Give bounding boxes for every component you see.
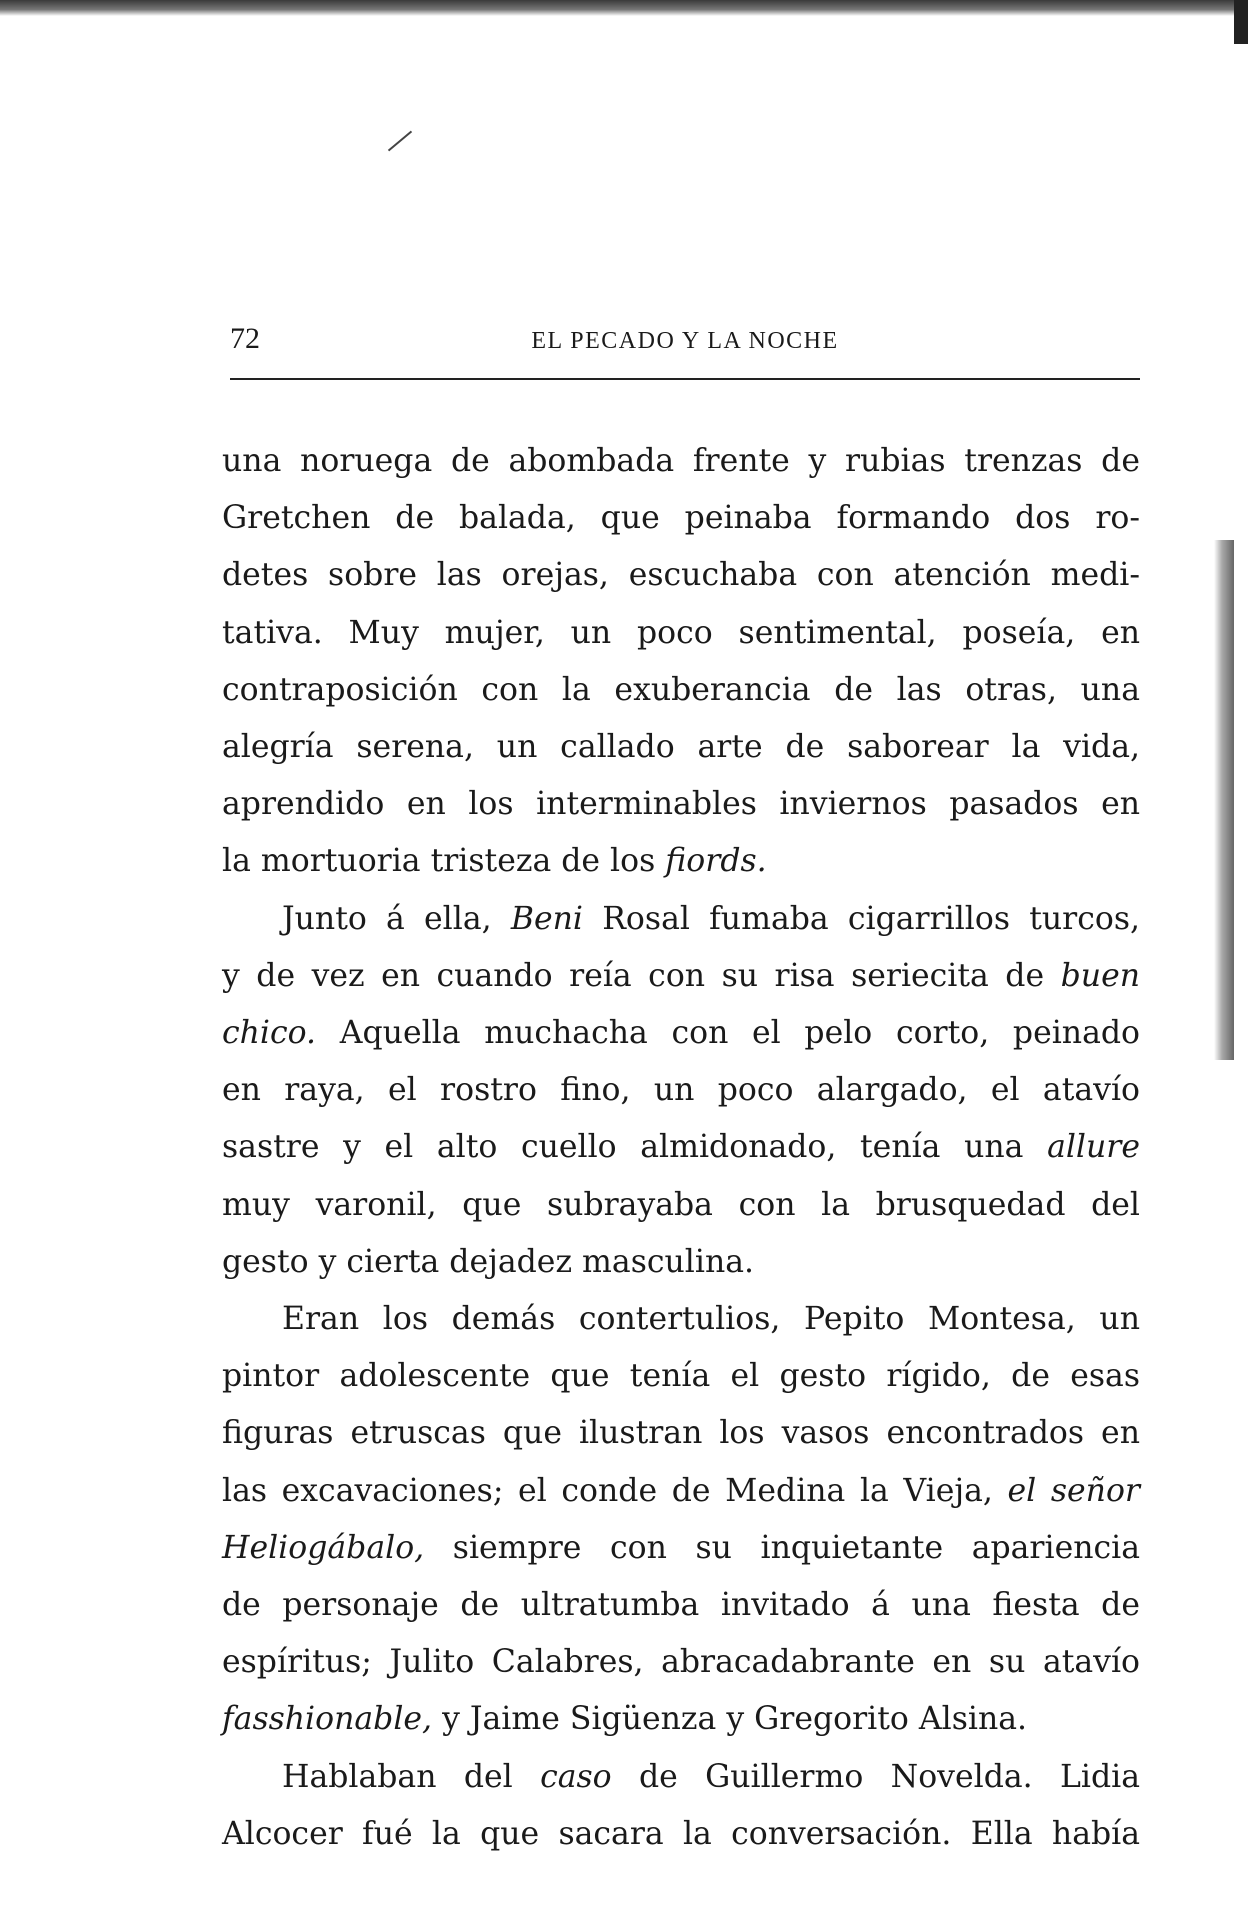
text-line: espíritus; Julito Calabres, abracadabrante en su atavío	[222, 1644, 1140, 1681]
text-line: detes sobre las orejas, escuchaba con atención medi-	[222, 557, 1140, 594]
page-header	[230, 318, 1140, 380]
page-number: 72	[230, 322, 260, 355]
text-line: la mortuoria tristeza de los fiords.	[222, 843, 767, 880]
text-line: gesto y cierta dejadez masculina.	[222, 1243, 755, 1280]
italic-word: Heliogábalo,	[222, 1529, 425, 1566]
body-text	[222, 433, 1140, 1863]
text-line: fasshionable, y Jaime Sigüenza y Gregorito Alsina.	[222, 1701, 1028, 1738]
text-line: Junto á ella, Beni Rosal fumaba cigarrillos turcos,	[282, 900, 1141, 937]
text-line: alegría serena, un callado arte de saborear la vida,	[222, 729, 1140, 766]
scan-corner-mark	[1234, 0, 1248, 44]
italic-word: allure	[1047, 1129, 1140, 1166]
text-line: figuras etruscas que ilustran los vasos encontrados en	[222, 1415, 1140, 1452]
text-line: Heliogábalo, siempre con su inquietante apariencia	[222, 1529, 1140, 1566]
text-line: Hablaban del caso de Guillermo Novelda. Lidia	[282, 1758, 1140, 1795]
running-title: EL PECADO Y LA NOCHE	[531, 328, 839, 354]
italic-word: caso	[540, 1758, 612, 1795]
text-line: en raya, el rostro fino, un poco alargado, el atavío	[222, 1072, 1140, 1109]
text-line: Alcocer fué la que sacara la conversación. Ella había	[222, 1815, 1140, 1852]
text-line: aprendido en los interminables inviernos pasados en	[222, 786, 1140, 823]
text-line: tativa. Muy mujer, un poco sentimental, poseía, en	[222, 614, 1140, 651]
scan-right-edge-shadow	[1214, 540, 1234, 1060]
italic-word: buen	[1060, 957, 1141, 994]
scan-top-edge	[0, 0, 1248, 16]
text-line: de personaje de ultratumba invitado á una fiesta de	[222, 1587, 1140, 1624]
text-line: una noruega de abombada frente y rubias trenzas de	[222, 443, 1140, 479]
text-line: las excavaciones; el conde de Medina la Vieja, el señor	[222, 1472, 1140, 1509]
text-line: chico. Aquella muchacha con el pelo corto, peinado	[222, 1015, 1140, 1052]
text-line: muy varonil, que subrayaba con la brusquedad del	[222, 1186, 1140, 1223]
italic-word: fiords.	[665, 843, 767, 880]
stray-ink-mark	[388, 131, 412, 152]
text-line: pintor adolescente que tenía el gesto rígido, de esas	[222, 1358, 1140, 1395]
text-line: Eran los demás contertulios, Pepito Montesa, un	[282, 1301, 1140, 1338]
text-line: y de vez en cuando reía con su risa seriecita de buen	[222, 957, 1141, 994]
text-line: sastre y el alto cuello almidonado, tenía una allure	[222, 1129, 1140, 1166]
italic-word: fasshionable,	[222, 1701, 433, 1738]
italic-word: Beni	[510, 900, 583, 937]
italic-word: chico.	[222, 1015, 317, 1052]
italic-word: el señor	[1007, 1472, 1140, 1509]
text-line: contraposición con la exuberancia de las otras, una	[222, 671, 1140, 708]
text-line: Gretchen de balada, que peinaba formando dos ro-	[222, 500, 1140, 537]
